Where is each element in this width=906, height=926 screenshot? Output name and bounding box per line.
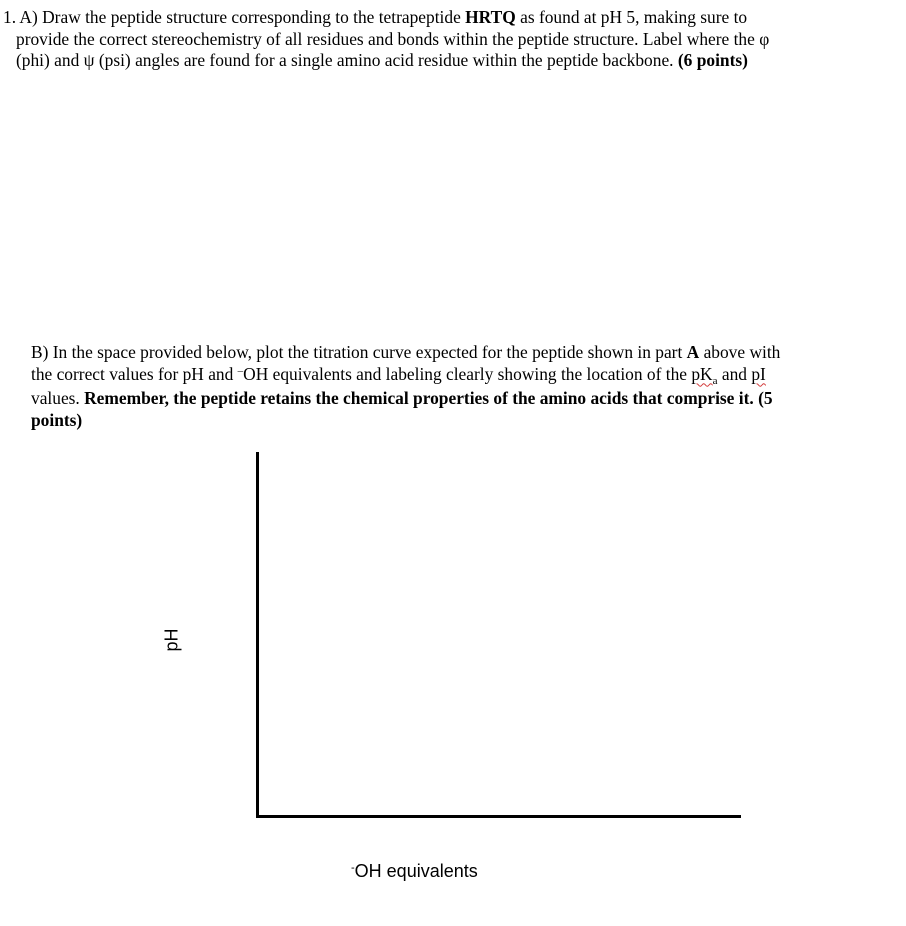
y-axis-label-text: pH (161, 628, 182, 652)
question-part-a (3, 7, 769, 72)
part-a-text: as found at pH 5, making sure to (515, 7, 748, 27)
x-axis (256, 815, 741, 818)
part-b-text: the correct values for pH and (31, 363, 238, 384)
x-axis-label-text: OH equivalents (354, 861, 478, 881)
part-b-text: and (717, 363, 752, 384)
points-label: points) (31, 409, 83, 430)
part-b-line-1 (31, 342, 780, 364)
pka-subscript: a (712, 374, 718, 387)
x-axis-label-superscript: - (351, 862, 355, 874)
part-b-text: B) In the space provided below, plot the titration curve expected for the peptide shown in part (31, 342, 687, 362)
reminder-text: Remember, the peptide retains the chemical properties of the amino acids that comprise it. (5 (84, 388, 773, 408)
part-a-text: (phi) and ψ (psi) angles are found for a single amino acid residue within the peptide backbone. (16, 50, 678, 70)
question-part-b (31, 342, 780, 431)
part-a-text: 1. A) Draw the peptide structure corresponding to the tetrapeptide (3, 7, 466, 27)
hydroxide-charge: – (237, 364, 244, 377)
peptide-sequence: HRTQ (465, 7, 516, 27)
part-b-line-2 (31, 364, 780, 389)
y-axis (256, 452, 259, 818)
part-reference: A (686, 342, 700, 362)
pka-term (691, 363, 718, 387)
points-label: (6 points) (677, 50, 748, 70)
part-a-line-3 (3, 50, 769, 72)
x-axis-label (351, 861, 478, 882)
pka-text: pK (691, 363, 713, 384)
part-b-line-3 (31, 388, 780, 410)
part-b-text: above with (699, 342, 781, 362)
part-b-line-4 (31, 410, 780, 432)
part-b-text: OH equivalents and labeling clearly showing the location of the (243, 363, 692, 384)
part-b-text: values. (31, 388, 85, 408)
part-a-line-2: provide the correct stereochemistry of all residues and bonds within the peptide structure. Label where the φ (16, 28, 770, 49)
pi-term: pI (751, 363, 766, 384)
part-a-line-1 (3, 7, 769, 29)
